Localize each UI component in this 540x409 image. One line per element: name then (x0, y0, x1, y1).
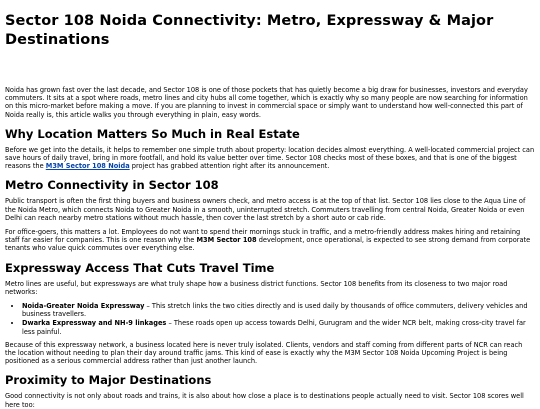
metro-paragraph-2 (5, 228, 535, 253)
list-item (22, 302, 535, 318)
metro-strong-text: M3M Sector 108 (196, 236, 257, 245)
location-text-after: project has grabbed attention right after its announcement. (129, 162, 330, 171)
page-title: Sector 108 Noida Connectivity: Metro, Expressway & Major Destinations (5, 13, 494, 48)
list-item (22, 319, 535, 335)
destinations-paragraph-1: Good connectivity is not only about roads and trains, it is also about how close a place is to destinations people actually need to visit. Sector 108 scores well here too: (5, 392, 524, 409)
expressway-paragraph-2: Because of this expressway network, a business located here is never truly isolated. Clients, vendors and staff coming from different parts of NCR can reach the location without needing to plan their day around traffic jams. This kind of ease is exactly why the M3M Sector 108 Noida Upcoming Project is being positioned as a serious commercial address rather than just another launch. (5, 340, 523, 366)
expressway-list (5, 302, 535, 336)
metro-text-before: For office-goers, this matters a lot. Employees do not want to spend their mornings stuck in traffic, and a metro-friendly address makes hiring and retaining staff far easier for companies. This is one reason why the (5, 228, 521, 245)
list-item-text: – This stretch links the two cities directly and is used daily by thousands of office commuters, delivery vehicles and business travellers. (22, 302, 528, 319)
metro-paragraph-1: Public transport is often the first thing buyers and business owners check, and metro access is at the top of that list. Sector 108 lies close to the Aqua Line of the Noida Metro, which connects Noida to Greater Noida in a smooth, uninterrupted stretch. Commuters travelling from central Noida, Greater Noida or even Delhi can reach nearby metro stations without much hassle, then cover the last stretch by a short auto or cab ride. (5, 197, 526, 222)
location-text-before: Before we get into the details, it helps to remember one simple truth about property: location decides almost everything. A well-located commercial project can save hours of daily travel, bring in more footfall, and hold its value better over time. Sector 108 checks most of these boxes, and that is one of the biggest reasons the (5, 145, 535, 171)
list-item-label: Noida-Greater Noida Expressway (22, 302, 145, 311)
intro-paragraph: Noida has grown fast over the last decade, and Sector 108 is one of those pockets that has quietly become a big draw for businesses, investors and everyday commuters. It sits at a spot where roads, metro lines and city hubs all come together, which is exactly why so many people are now searching for information on this micro-market before making a move. If you are planning to invest in commercial space or simply want to understand how well-connected this part of Noida really is, this article walks you through everything in plain, easy words. (5, 86, 528, 119)
section-heading-location: Why Location Matters So Much in Real Estate (5, 126, 300, 141)
list-item-text: – These roads open up access towards Delhi, Gurugram and the wider NCR belt, making cross-city travel far less painful. (22, 319, 526, 336)
expressway-paragraph-1: Metro lines are useful, but expressways are what truly shape how a business district functions. Sector 108 benefits from its closeness to two major road networks: (5, 279, 508, 296)
location-paragraph (5, 146, 535, 171)
section-heading-expressway: Expressway Access That Cuts Travel Time (5, 260, 275, 275)
section-heading-destinations: Proximity to Major Destinations (5, 373, 212, 388)
list-item-label: Dwarka Expressway and NH-9 linkages (22, 319, 167, 328)
section-heading-metro: Metro Connectivity in Sector 108 (5, 178, 219, 193)
metro-text-after: development, once operational, is expected to see strong demand from corporate tenants who value quick commutes over everything else. (5, 236, 531, 253)
m3m-sector-108-link[interactable]: M3M Sector 108 Noida (45, 162, 130, 171)
